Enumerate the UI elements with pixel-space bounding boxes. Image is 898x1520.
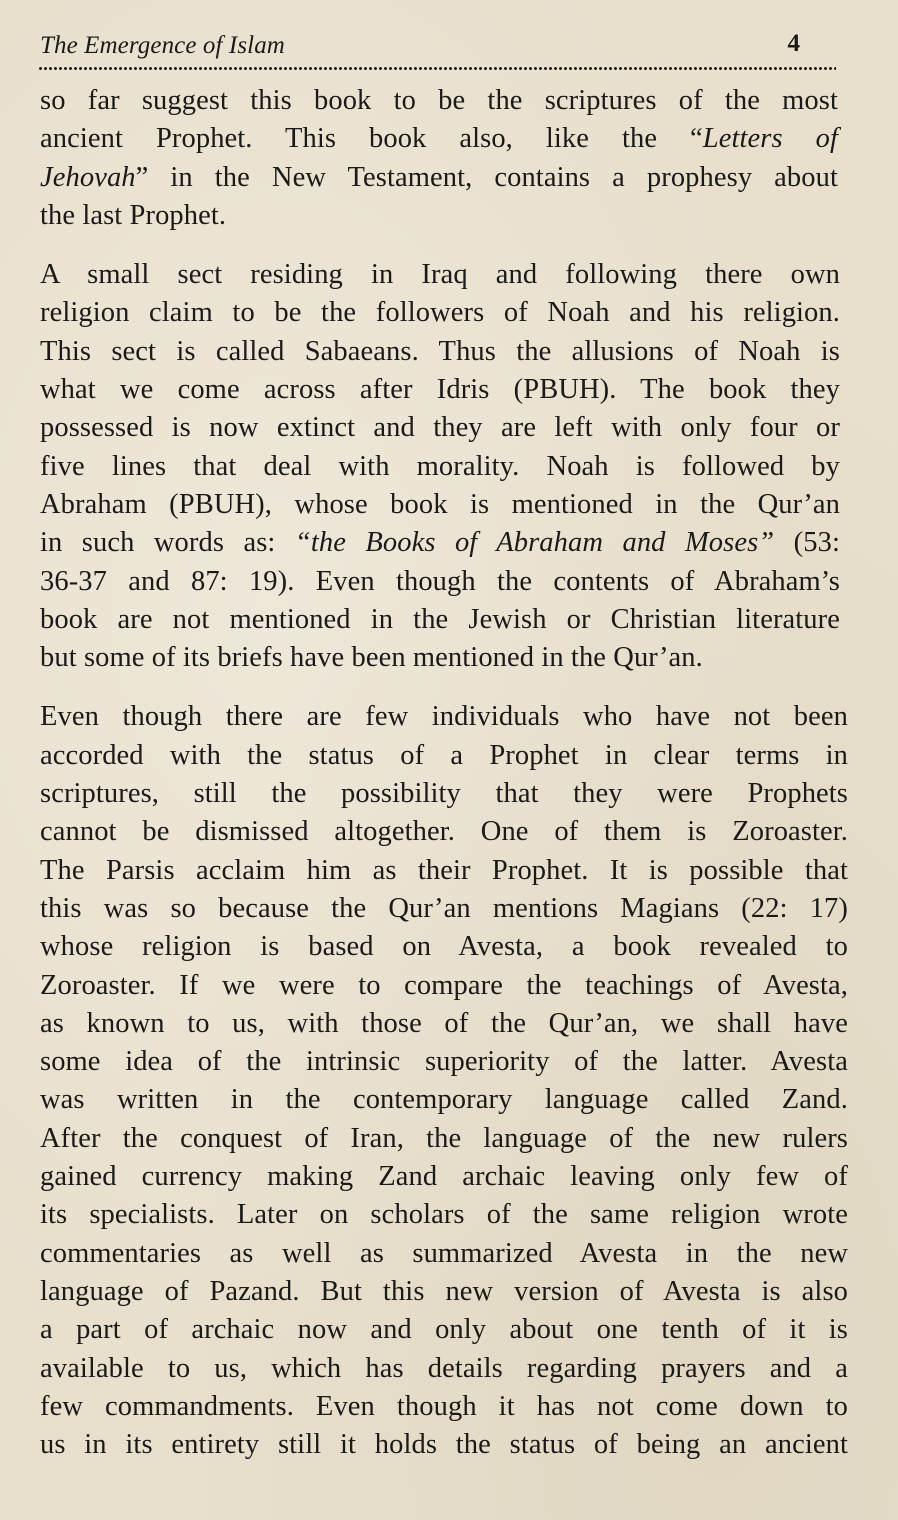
- text-line: religion claim to be the followers of Noah and his religion.: [40, 297, 840, 329]
- emphasis-text: Letters of: [702, 123, 838, 155]
- text-run: (53:: [774, 527, 840, 559]
- text-line: Zoroaster. If we were to compare the teachings of Avesta,: [40, 969, 848, 1001]
- text-run: in such words as:: [40, 527, 295, 559]
- text-line: 36-37 and 87: 19). Even though the contents of Abraham’s: [40, 565, 840, 597]
- running-title: The Emergence of Islam: [40, 32, 285, 59]
- text-line: book are not mentioned in the Jewish or Christian literature: [40, 603, 840, 635]
- text-line: as known to us, with those of the Qur’an, we shall have: [40, 1007, 848, 1039]
- text-line: five lines that deal with morality. Noah is followed by: [40, 450, 840, 482]
- paragraph-2: [40, 256, 840, 677]
- text-line: us in its entirety still it holds the status of being an ancient: [40, 1429, 848, 1461]
- page-number: 4: [787, 30, 800, 57]
- text-line: so far suggest this book to be the scriptures of the most: [40, 85, 838, 116]
- text-line: Even though there are few individuals who have not been: [40, 701, 848, 733]
- text-line: A small sect residing in Iraq and following there own: [40, 259, 840, 291]
- text-line: [40, 524, 840, 562]
- text-line: scriptures, still the possibility that they were Prophets: [40, 778, 848, 810]
- text-line: cannot be dismissed altogether. One of them is Zoroaster.: [40, 816, 848, 848]
- text-line: was written in the contemporary language called Zand.: [40, 1084, 848, 1116]
- text-line: language of Pazand. But this new version of Avesta is also: [40, 1275, 848, 1307]
- text-line: [40, 120, 838, 158]
- text-line: but some of its briefs have been mentioned in the Qur’an.: [40, 642, 703, 674]
- text-line: its specialists. Later on scholars of the same religion wrote: [40, 1199, 848, 1231]
- paragraph-3: [40, 698, 848, 1464]
- text-line: whose religion is based on Avesta, a book revealed to: [40, 931, 848, 963]
- text-line: possessed is now extinct and they are left with only four or: [40, 412, 840, 444]
- text-line: what we come across after Idris (PBUH). The book they: [40, 374, 840, 406]
- text-line: some idea of the intrinsic superiority of the latter. Avesta: [40, 1046, 848, 1078]
- dotted-rule: [38, 66, 836, 71]
- text-line: this was so because the Qur’an mentions Magians (22: 17): [40, 892, 848, 924]
- paragraph-1: [40, 82, 838, 235]
- text-line: gained currency making Zand archaic leaving only few of: [40, 1161, 848, 1193]
- text-line: accorded with the status of a Prophet in clear terms in: [40, 739, 848, 771]
- emphasis-text: Jehovah: [40, 161, 136, 193]
- text-line: the last Prophet.: [40, 199, 227, 231]
- text-line: few commandments. Even though it has not come down to: [40, 1390, 848, 1422]
- text-line: This sect is called Sabaeans. Thus the allusions of Noah is: [40, 335, 840, 367]
- emphasis-text: “the Books of Abraham and Moses”: [294, 527, 775, 559]
- text-line: After the conquest of Iran, the language of the new rulers: [40, 1122, 848, 1154]
- text-line: Abraham (PBUH), whose book is mentioned in the Qur’an: [40, 488, 840, 520]
- text-run: ” in the New Testament, contains a prophesy about: [135, 161, 838, 193]
- text-line: a part of archaic now and only about one tenth of it is: [40, 1314, 848, 1346]
- text-run: ancient Prophet. This book also, like the “: [40, 123, 703, 155]
- text-line: The Parsis acclaim him as their Prophet. It is possible that: [40, 854, 848, 886]
- running-header: [40, 30, 836, 66]
- text-line: commentaries as well as summarized Avesta in the new: [40, 1237, 848, 1269]
- body-text: [40, 82, 848, 1485]
- text-line: [40, 159, 838, 197]
- text-line: available to us, which has details regarding prayers and a: [40, 1352, 848, 1384]
